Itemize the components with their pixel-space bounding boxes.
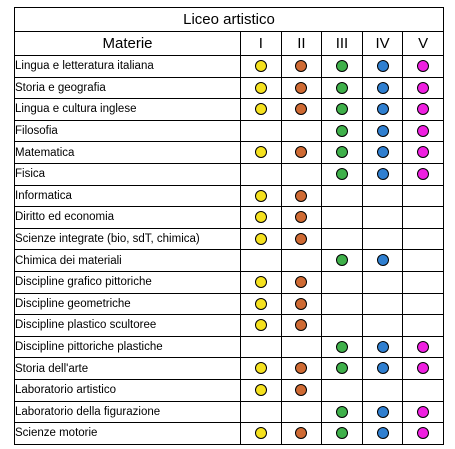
year-cell-3 <box>322 163 363 185</box>
year-cell-4 <box>362 77 403 99</box>
year-3-dot <box>336 341 348 353</box>
year-3-dot <box>336 254 348 266</box>
year-2-dot <box>295 60 307 72</box>
year-cell-1 <box>241 293 282 315</box>
year-cell-4 <box>362 271 403 293</box>
year-header-2: II <box>281 32 322 56</box>
subject-name: Lingua e letteratura italiana <box>15 56 241 78</box>
table-row <box>15 379 444 401</box>
year-2-dot <box>295 384 307 396</box>
table-row <box>15 423 444 445</box>
year-2-dot <box>295 190 307 202</box>
year-3-dot <box>336 406 348 418</box>
year-cell-5 <box>403 228 444 250</box>
year-5-dot <box>417 427 429 439</box>
table-row <box>15 163 444 185</box>
year-cell-1 <box>241 315 282 337</box>
year-cell-2 <box>281 271 322 293</box>
year-cell-2 <box>281 228 322 250</box>
year-cell-2 <box>281 379 322 401</box>
year-3-dot <box>336 427 348 439</box>
year-cell-1 <box>241 163 282 185</box>
table-row <box>15 358 444 380</box>
year-cell-2 <box>281 336 322 358</box>
year-1-dot <box>255 60 267 72</box>
year-2-dot <box>295 146 307 158</box>
year-cell-3 <box>322 228 363 250</box>
year-2-dot <box>295 298 307 310</box>
year-cell-2 <box>281 142 322 164</box>
year-cell-2 <box>281 56 322 78</box>
year-5-dot <box>417 146 429 158</box>
year-header-1: I <box>241 32 282 56</box>
subject-name: Storia e geografia <box>15 77 241 99</box>
table-row <box>15 293 444 315</box>
year-cell-3 <box>322 336 363 358</box>
year-cell-5 <box>403 336 444 358</box>
year-cell-1 <box>241 142 282 164</box>
year-cell-5 <box>403 163 444 185</box>
table-row <box>15 56 444 78</box>
table-row <box>15 142 444 164</box>
year-cell-3 <box>322 120 363 142</box>
year-4-dot <box>377 168 389 180</box>
year-cell-3 <box>322 358 363 380</box>
table-row <box>15 77 444 99</box>
year-header-3: III <box>322 32 363 56</box>
year-2-dot <box>295 82 307 94</box>
subject-name: Discipline geometriche <box>15 293 241 315</box>
subject-name: Discipline plastico scultoree <box>15 315 241 337</box>
year-cell-1 <box>241 207 282 229</box>
year-cell-2 <box>281 250 322 272</box>
year-cell-2 <box>281 315 322 337</box>
year-cell-4 <box>362 120 403 142</box>
year-header-4: IV <box>362 32 403 56</box>
year-4-dot <box>377 254 389 266</box>
year-1-dot <box>255 319 267 331</box>
year-cell-5 <box>403 56 444 78</box>
year-cell-1 <box>241 336 282 358</box>
year-cell-5 <box>403 207 444 229</box>
year-5-dot <box>417 406 429 418</box>
table-title: Liceo artistico <box>15 8 444 32</box>
table-row <box>15 336 444 358</box>
year-1-dot <box>255 190 267 202</box>
year-cell-4 <box>362 336 403 358</box>
year-5-dot <box>417 362 429 374</box>
year-cell-4 <box>362 185 403 207</box>
year-4-dot <box>377 103 389 115</box>
year-2-dot <box>295 427 307 439</box>
subject-name: Matematica <box>15 142 241 164</box>
year-cell-1 <box>241 99 282 121</box>
year-1-dot <box>255 233 267 245</box>
year-cell-5 <box>403 271 444 293</box>
year-cell-4 <box>362 228 403 250</box>
year-4-dot <box>377 362 389 374</box>
subject-name: Laboratorio artistico <box>15 379 241 401</box>
table-row <box>15 99 444 121</box>
subject-name: Discipline pittoriche plastiche <box>15 336 241 358</box>
year-cell-4 <box>362 358 403 380</box>
year-cell-4 <box>362 99 403 121</box>
subject-name: Informatica <box>15 185 241 207</box>
year-cell-3 <box>322 401 363 423</box>
table-row <box>15 207 444 229</box>
year-cell-1 <box>241 423 282 445</box>
year-4-dot <box>377 125 389 137</box>
subject-name: Chimica dei materiali <box>15 250 241 272</box>
year-cell-4 <box>362 56 403 78</box>
year-cell-2 <box>281 77 322 99</box>
year-cell-2 <box>281 163 322 185</box>
year-5-dot <box>417 60 429 72</box>
year-1-dot <box>255 211 267 223</box>
year-2-dot <box>295 233 307 245</box>
year-cell-1 <box>241 379 282 401</box>
year-cell-4 <box>362 163 403 185</box>
year-cell-2 <box>281 185 322 207</box>
year-cell-2 <box>281 293 322 315</box>
year-cell-5 <box>403 358 444 380</box>
year-4-dot <box>377 341 389 353</box>
table-row <box>15 250 444 272</box>
year-cell-1 <box>241 358 282 380</box>
year-cell-1 <box>241 185 282 207</box>
year-cell-2 <box>281 120 322 142</box>
year-1-dot <box>255 427 267 439</box>
year-cell-2 <box>281 358 322 380</box>
year-cell-3 <box>322 271 363 293</box>
year-1-dot <box>255 146 267 158</box>
year-cell-1 <box>241 401 282 423</box>
year-4-dot <box>377 60 389 72</box>
year-cell-5 <box>403 379 444 401</box>
year-cell-2 <box>281 99 322 121</box>
year-5-dot <box>417 82 429 94</box>
year-3-dot <box>336 60 348 72</box>
year-header-5: V <box>403 32 444 56</box>
year-cell-4 <box>362 293 403 315</box>
year-5-dot <box>417 168 429 180</box>
year-cell-4 <box>362 423 403 445</box>
year-cell-5 <box>403 315 444 337</box>
year-cell-5 <box>403 120 444 142</box>
year-cell-3 <box>322 185 363 207</box>
year-2-dot <box>295 211 307 223</box>
table-row <box>15 185 444 207</box>
year-cell-3 <box>322 315 363 337</box>
year-cell-3 <box>322 99 363 121</box>
year-cell-3 <box>322 142 363 164</box>
year-2-dot <box>295 276 307 288</box>
table-body <box>15 56 444 445</box>
subject-name: Lingua e cultura inglese <box>15 99 241 121</box>
year-3-dot <box>336 103 348 115</box>
year-2-dot <box>295 362 307 374</box>
year-1-dot <box>255 362 267 374</box>
year-4-dot <box>377 82 389 94</box>
subject-name: Laboratorio della figurazione <box>15 401 241 423</box>
year-cell-5 <box>403 77 444 99</box>
year-cell-4 <box>362 315 403 337</box>
year-cell-5 <box>403 401 444 423</box>
year-3-dot <box>336 146 348 158</box>
year-1-dot <box>255 384 267 396</box>
table-row <box>15 401 444 423</box>
year-1-dot <box>255 298 267 310</box>
subject-name: Scienze integrate (bio, sdT, chimica) <box>15 228 241 250</box>
year-3-dot <box>336 168 348 180</box>
subject-name: Storia dell'arte <box>15 358 241 380</box>
year-cell-5 <box>403 293 444 315</box>
subject-name: Filosofia <box>15 120 241 142</box>
year-cell-3 <box>322 77 363 99</box>
year-4-dot <box>377 146 389 158</box>
table-row <box>15 228 444 250</box>
year-cell-3 <box>322 423 363 445</box>
year-4-dot <box>377 427 389 439</box>
year-cell-4 <box>362 142 403 164</box>
year-cell-2 <box>281 423 322 445</box>
year-5-dot <box>417 125 429 137</box>
year-cell-1 <box>241 228 282 250</box>
year-1-dot <box>255 276 267 288</box>
year-cell-3 <box>322 293 363 315</box>
year-cell-1 <box>241 120 282 142</box>
year-2-dot <box>295 319 307 331</box>
year-1-dot <box>255 103 267 115</box>
subject-name: Discipline grafico pittoriche <box>15 271 241 293</box>
year-5-dot <box>417 103 429 115</box>
subject-column-header: Materie <box>15 32 241 56</box>
year-cell-4 <box>362 207 403 229</box>
year-3-dot <box>336 362 348 374</box>
table-row <box>15 271 444 293</box>
year-cell-1 <box>241 250 282 272</box>
year-4-dot <box>377 406 389 418</box>
year-cell-5 <box>403 423 444 445</box>
year-2-dot <box>295 103 307 115</box>
year-cell-3 <box>322 207 363 229</box>
year-cell-1 <box>241 56 282 78</box>
year-cell-3 <box>322 379 363 401</box>
year-cell-3 <box>322 56 363 78</box>
year-cell-5 <box>403 250 444 272</box>
table-row <box>15 315 444 337</box>
subject-name: Fisica <box>15 163 241 185</box>
year-cell-1 <box>241 77 282 99</box>
year-cell-5 <box>403 142 444 164</box>
year-cell-4 <box>362 401 403 423</box>
year-5-dot <box>417 341 429 353</box>
year-cell-2 <box>281 401 322 423</box>
year-1-dot <box>255 82 267 94</box>
year-cell-4 <box>362 250 403 272</box>
year-cell-1 <box>241 271 282 293</box>
year-cell-5 <box>403 99 444 121</box>
subject-name: Diritto ed economia <box>15 207 241 229</box>
year-cell-3 <box>322 250 363 272</box>
year-cell-4 <box>362 379 403 401</box>
year-3-dot <box>336 82 348 94</box>
year-cell-2 <box>281 207 322 229</box>
subject-name: Scienze motorie <box>15 423 241 445</box>
year-3-dot <box>336 125 348 137</box>
curriculum-table <box>14 7 444 445</box>
table-row <box>15 120 444 142</box>
year-cell-5 <box>403 185 444 207</box>
